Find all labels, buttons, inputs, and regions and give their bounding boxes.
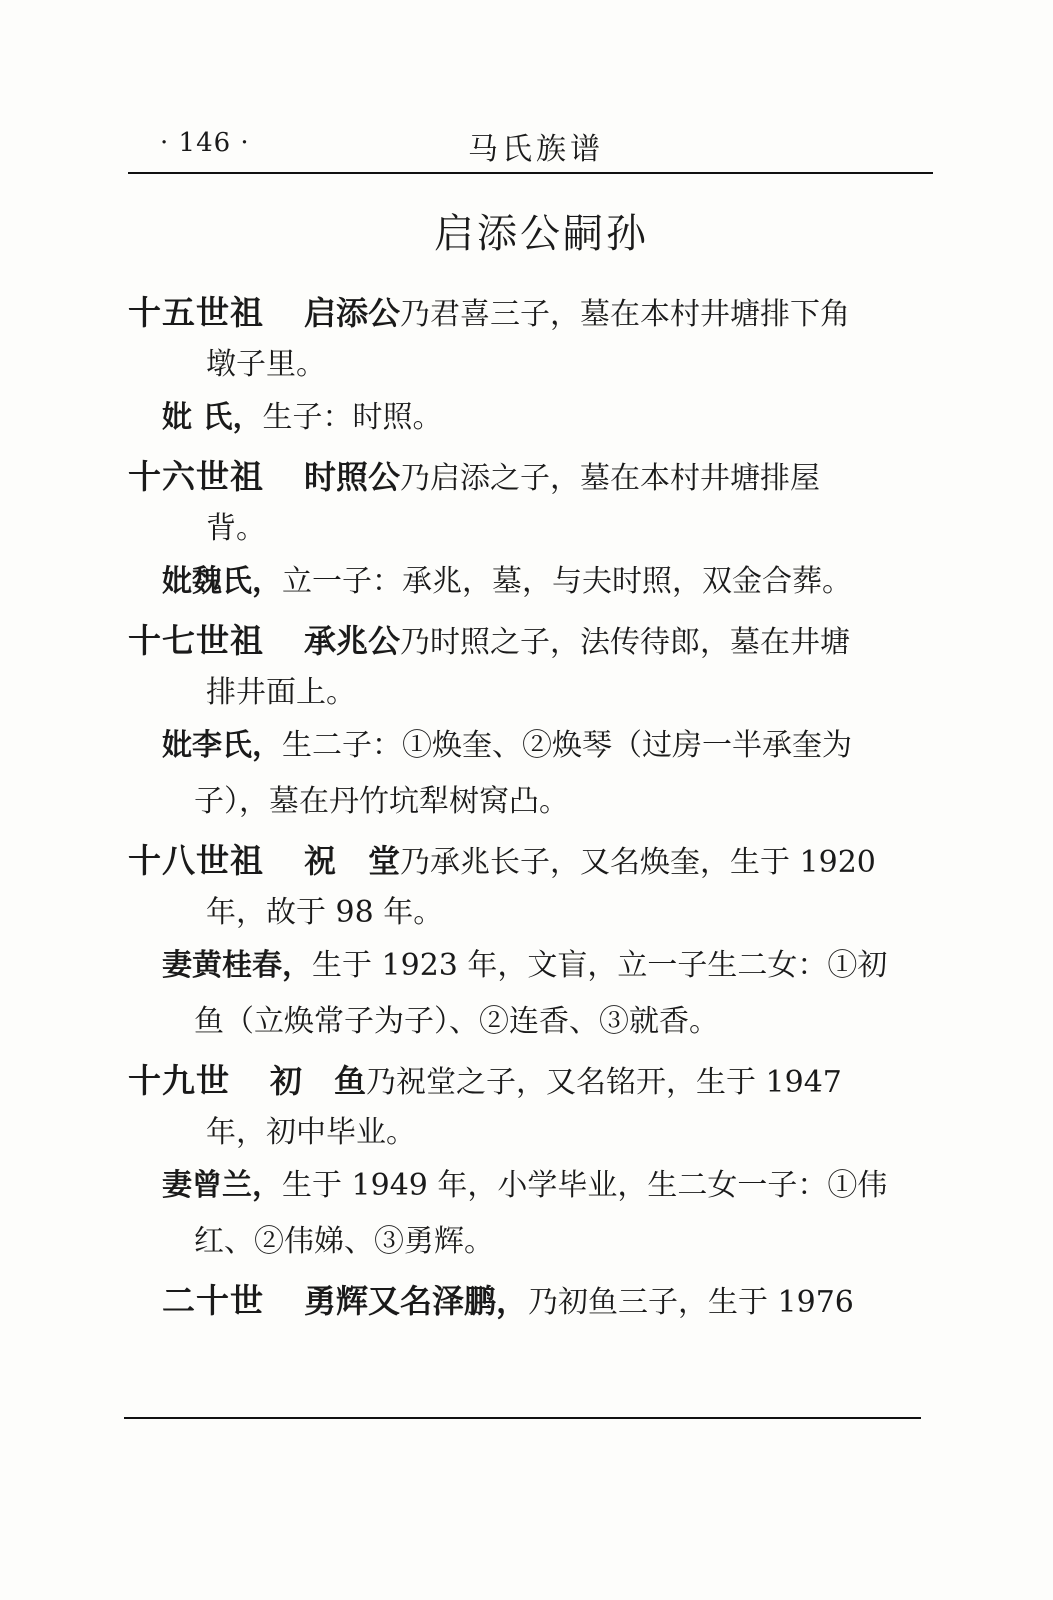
ancestor-name: 时照公: [304, 458, 401, 496]
ancestor-text: 乃时照之子，法传待郎，墓在井塘: [400, 625, 851, 660]
ancestor-name: 祝 堂: [304, 842, 401, 880]
ancestor-text-cont: 背。: [206, 511, 266, 546]
ancestor-name: 承兆公: [304, 622, 401, 660]
generation-label: 十七世祖: [128, 621, 264, 660]
ancestor-text-cont: 年，故于 98 年。: [206, 895, 444, 930]
ancestor-name: 勇辉又名泽鹏，: [304, 1282, 529, 1320]
ancestor-text: 乃祝堂之子，又名铭开，生于 1947: [366, 1065, 842, 1100]
generation-label: 十六世祖: [128, 457, 264, 496]
spouse-text-cont: 红、②伟娣、③勇辉。: [194, 1224, 494, 1259]
spouse-text: 立一子：承兆，墓，与夫时照，双金合葬。: [282, 564, 852, 599]
book-title: 马氏族谱: [468, 132, 604, 167]
footer-rule: [124, 1417, 921, 1419]
generation-label: 十八世祖: [128, 841, 264, 880]
section-title: 启添公嗣孙: [434, 211, 649, 257]
generation-label: 二十世: [162, 1281, 264, 1320]
header-rule: [128, 172, 933, 174]
ancestor-name: 初 鱼: [270, 1062, 367, 1100]
generation-label: 十五世祖: [128, 293, 264, 332]
ancestor-text: 乃初鱼三子，生于 1976: [528, 1285, 854, 1320]
spouse-text: 生二子：①焕奎、②焕琴（过房一半承奎为: [282, 728, 852, 763]
ancestor-text: 乃君喜三子，墓在本村井塘排下角: [400, 297, 851, 332]
entry-17: [128, 616, 931, 830]
ancestor-text: 乃承兆长子，又名焕奎，生于 1920: [400, 845, 876, 880]
entry-20: [128, 1276, 931, 1328]
page-header: [128, 118, 933, 168]
spouse-text-cont: 鱼（立焕常子为子）、②连香、③就香。: [194, 1004, 719, 1039]
spouse-name: 妣李氏，: [162, 728, 282, 763]
page-number: · 146 ·: [160, 128, 250, 158]
entry-19: [128, 1056, 931, 1270]
generation-label: 十九世: [128, 1061, 230, 1100]
spouse-text-cont: 子），墓在丹竹坑犁树窝凸。: [194, 784, 569, 819]
spouse-text: 生于 1949 年，小学毕业，生二女一子：①伟: [282, 1168, 888, 1203]
ancestor-text-cont: 年，初中毕业。: [206, 1115, 416, 1150]
spouse-name: 妻曾兰，: [162, 1168, 282, 1203]
spouse-text: 生于 1923 年，文盲，立一子生二女：①初: [312, 948, 888, 983]
genealogy-content: [128, 288, 931, 1334]
entry-16: [128, 452, 931, 610]
ancestor-text-cont: 排井面上。: [206, 675, 356, 710]
ancestor-text-cont: 墩子里。: [206, 347, 326, 382]
ancestor-name: 启添公: [304, 294, 401, 332]
spouse-name: 妣魏氏，: [162, 564, 282, 599]
spouse-text: 生子：时照。: [262, 400, 443, 435]
spouse-name: 妣 氏，: [162, 400, 263, 435]
spouse-name: 妻黄桂春，: [162, 948, 312, 983]
entry-15: [128, 288, 931, 446]
ancestor-text: 乃启添之子，墓在本村井塘排屋: [400, 461, 821, 496]
entry-18: [128, 836, 931, 1050]
